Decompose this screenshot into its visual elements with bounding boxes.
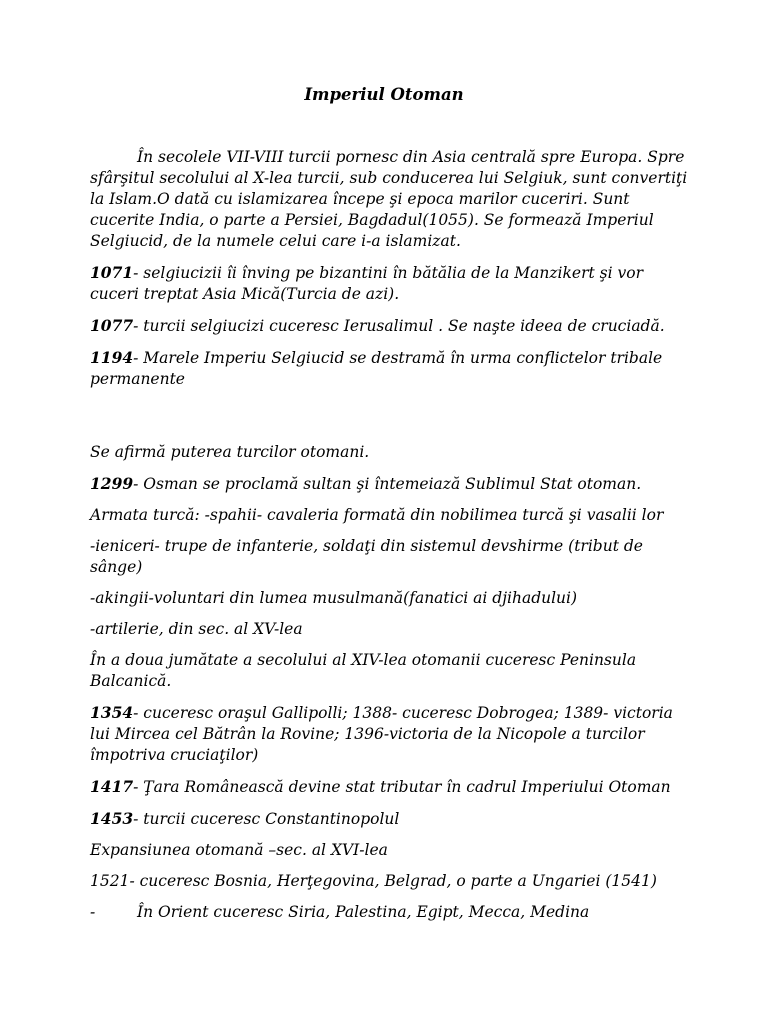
year-1299: 1299 — [90, 474, 134, 493]
paragraph-rise: Se afirmă puterea turcilor otomani. — [90, 443, 370, 461]
year-1453: 1453 — [90, 809, 134, 828]
paragraph-1521: 1521- cuceresc Bosnia, Herţegovina, Belgrad, o parte a Ungariei (1541) — [90, 872, 657, 890]
text-1071: - selgiucizii îi înving pe bizantini în bătălia de la Manzikert şi vor cuceri treptat Asia Mică(Turcia de azi). — [90, 264, 643, 303]
text-1417: - Ţara Românească devine stat tributar în cadrul Imperiului Otoman — [133, 778, 671, 796]
paragraph-ieniceri: -ieniceri- trupe de infanterie, soldaţi din sistemul devshirme (tribut de sânge) — [90, 537, 643, 576]
paragraph-1453 — [90, 808, 690, 830]
text-orient: În Orient cuceresc Siria, Palestina, Egipt, Mecca, Medina — [137, 903, 590, 921]
intro-paragraph: În secolele VII-VIII turcii pornesc din Asia centrală spre Europa. Spre sfârşitul secolului al X-lea turcii, sub conducerea lui Selgiuk, sunt convertiţi la Islam.O dată cu islamizarea începe şi epoca marilor cuceriri. Sunt cucerite India, o parte a Persiei, Bagdadul(1055). Se formează Imperiul Selgiucid, de la numele celui care i-a islamizat. — [90, 148, 688, 250]
paragraph-1299 — [90, 473, 690, 495]
paragraph-expansion: Expansiunea otomană –sec. al XVI-lea — [90, 841, 388, 859]
year-1071: 1071 — [90, 263, 134, 282]
text-1194: - Marele Imperiu Selgiucid se destramă în urma conflictelor tribale permanente — [90, 349, 663, 388]
paragraph-1071 — [90, 262, 690, 305]
document-title: Imperiul Otoman — [304, 85, 464, 104]
list-dash: - — [90, 903, 96, 921]
text-1354: - cuceresc oraşul Gallipolli; 1388- cuceresc Dobrogea; 1389- victoria lui Mircea cel Bătrân la Rovine; 1396-victoria de la Nicopole a turcilor împotriva cruciaţilor) — [90, 704, 673, 764]
paragraph-1354 — [90, 702, 690, 766]
paragraph-orient — [90, 902, 690, 923]
paragraph-akingii: -akingii-voluntari din lumea musulmană(fanatici ai djihadului) — [90, 589, 578, 607]
paragraph-artilerie: -artilerie, din sec. al XV-lea — [90, 620, 303, 638]
year-1077: 1077 — [90, 316, 134, 335]
text-1299: - Osman se proclamă sultan şi întemeiază Sublimul Stat otoman. — [133, 475, 642, 493]
paragraph-army: Armata turcă: -spahii- cavaleria formată din nobilimea turcă şi vasalii lor — [90, 506, 664, 524]
paragraph-1194 — [90, 347, 690, 390]
paragraph-balkans: În a doua jumătate a secolului al XIV-lea otomanii cuceresc Peninsula Balcanică. — [90, 651, 637, 690]
year-1194: 1194 — [90, 348, 134, 367]
year-1417: 1417 — [90, 777, 134, 796]
year-1354: 1354 — [90, 703, 134, 722]
document-body — [90, 147, 690, 923]
text-1077: - turcii selgiucizi cuceresc Ierusalimul . Se naşte ideea de cruciadă. — [133, 317, 665, 335]
paragraph-1077 — [90, 315, 690, 337]
text-1453: - turcii cuceresc Constantinopolul — [133, 810, 400, 828]
paragraph-1417 — [90, 776, 690, 798]
